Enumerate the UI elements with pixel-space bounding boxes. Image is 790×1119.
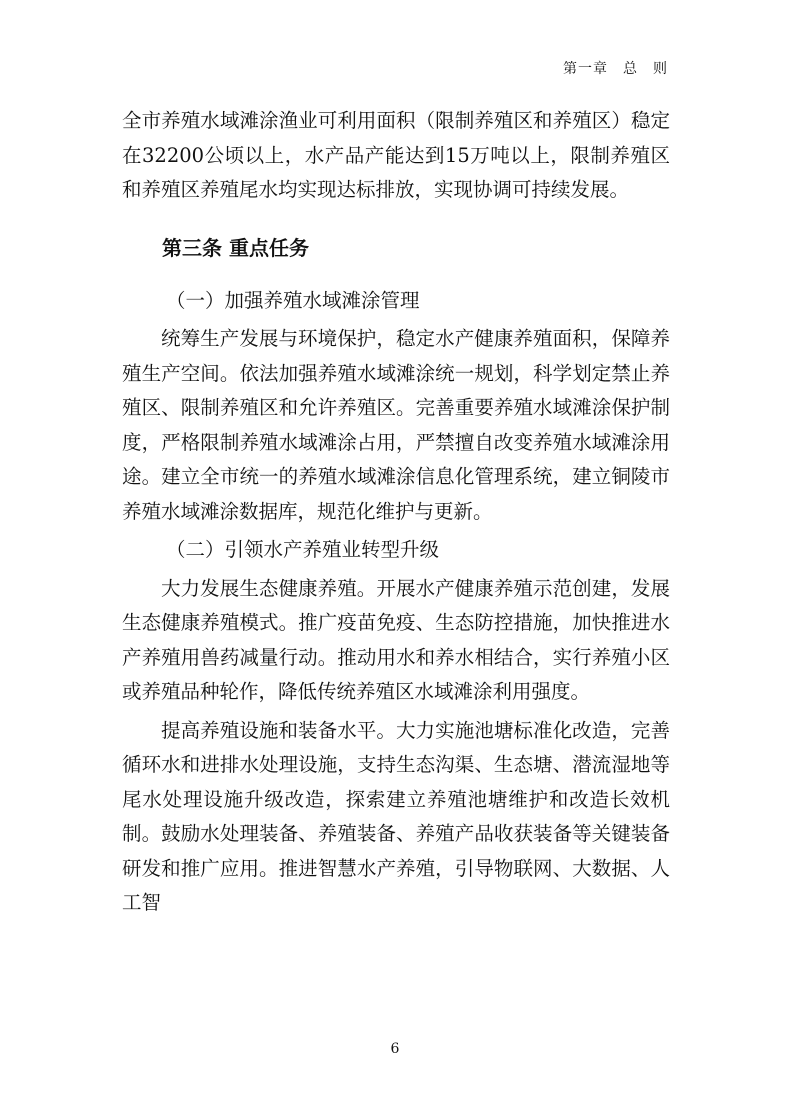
article-heading: 第三条 重点任务 bbox=[162, 235, 309, 260]
subheading-1: （一）加强养殖水域滩涂管理 bbox=[166, 288, 420, 312]
body-text bbox=[122, 104, 670, 921]
paragraph-continued: 全市养殖水域滩涂渔业可利用面积（限制养殖区和养殖区）稳定在32200公顷以上，水产品产能达到15万吨以上，限制养殖区和养殖区养殖尾水均实现达标排放，实现协调可持续发展。 bbox=[122, 109, 670, 201]
paragraph-1: 统筹生产发展与环境保护，稳定水产健康养殖面积，保障养殖生产空间。依法加强养殖水域滩涂统一规划，科学划定禁止养殖区、限制养殖区和允许养殖区。完善重要养殖水域滩涂保护制度，严格限制养殖水域滩涂占用，严禁擅自改变养殖水域滩涂用途。建立全市统一的养殖水域滩涂信息化管理系统，建立铜陵市养殖水域滩涂数据库，规范化维护与更新。 bbox=[122, 327, 670, 523]
subheading-2: （二）引领水产养殖业转型升级 bbox=[166, 538, 440, 561]
page-number: 6 bbox=[390, 1041, 400, 1057]
running-header: 第一章 总 则 bbox=[563, 61, 668, 77]
paragraph-3: 提高养殖设施和装备水平。大力实施池塘标准化改造，完善循环水和进排水处理设施，支持生态沟渠、生态塘、潜流湿地等尾水处理设施升级改造，探索建立养殖池塘维护和改造长效机制。鼓励水处理装备、养殖装备、养殖产品收获装备等关键装备研发和推广应用。推进智慧水产养殖，引导物联网、大数据、人工智 bbox=[122, 718, 670, 914]
paragraph-2: 大力发展生态健康养殖。开展水产健康养殖示范创建，发展生态健康养殖模式。推广疫苗免疫、生态防控措施，加快推进水产养殖用兽药减量行动。推动用水和养水相结合，实行养殖小区或养殖品种轮作，降低传统养殖区水域滩涂利用强度。 bbox=[122, 576, 670, 703]
